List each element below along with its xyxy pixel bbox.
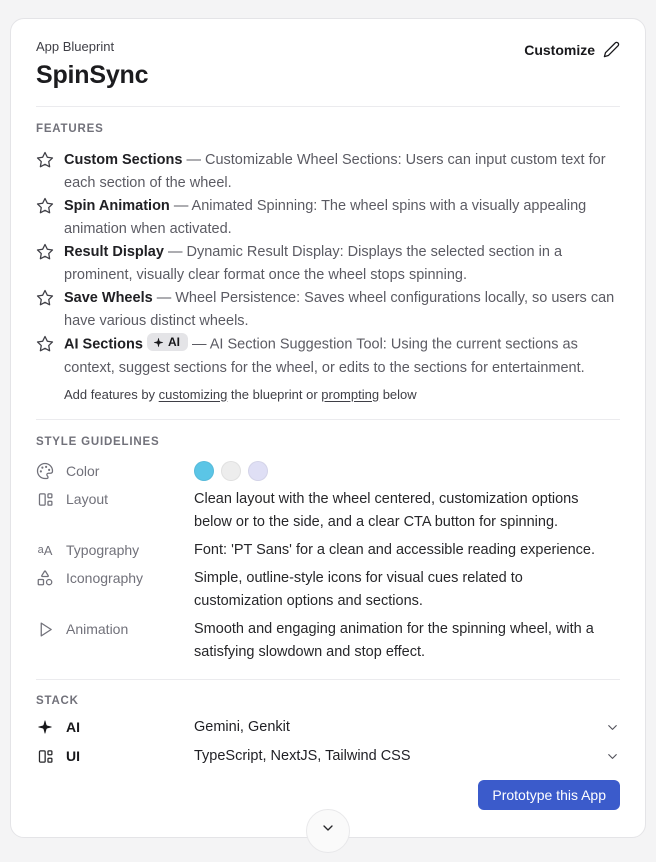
feature-item bbox=[36, 149, 620, 195]
prompting-link[interactable]: prompting bbox=[321, 386, 380, 402]
feature-item bbox=[36, 287, 620, 333]
play-icon bbox=[36, 621, 54, 638]
style-row-label: Color bbox=[66, 462, 100, 479]
style-row-typography bbox=[36, 539, 620, 562]
feature-name: Save Wheels bbox=[64, 290, 153, 306]
customizing-link[interactable]: customizing bbox=[158, 386, 228, 402]
star-icon bbox=[36, 151, 54, 195]
features-list bbox=[36, 149, 620, 403]
stack-row-label: UI bbox=[66, 747, 80, 764]
features-heading: FEATURES bbox=[36, 123, 104, 135]
style-row-value: Clean layout with the wheel centered, customization options below or to the side, and a clear CTA button for spinning. bbox=[194, 490, 579, 530]
style-row-layout bbox=[36, 488, 620, 534]
typography-icon: a A bbox=[37, 542, 53, 558]
header-titles bbox=[36, 39, 148, 90]
divider bbox=[36, 679, 620, 680]
stack-heading: STACK bbox=[36, 694, 79, 707]
customize-label: Customize bbox=[524, 41, 595, 58]
customize-button[interactable] bbox=[524, 39, 620, 60]
sparkle-icon bbox=[153, 337, 164, 348]
style-guidelines-heading: STYLE GUIDELINES bbox=[36, 435, 160, 448]
page-title: SpinSync bbox=[36, 61, 149, 89]
star-icon bbox=[36, 243, 54, 287]
stack-row-ai[interactable] bbox=[36, 716, 620, 739]
feature-item bbox=[36, 195, 620, 241]
color-swatch-2 bbox=[221, 461, 241, 481]
chevron-down-icon[interactable] bbox=[605, 749, 620, 764]
card-footer bbox=[36, 780, 620, 810]
stack-list bbox=[36, 716, 620, 768]
palette-icon bbox=[36, 462, 54, 480]
style-row-color bbox=[36, 460, 620, 483]
color-swatch-3 bbox=[248, 461, 268, 481]
note-text: Add features by bbox=[64, 386, 159, 402]
sparkle-icon bbox=[36, 719, 54, 735]
layout-icon bbox=[36, 748, 54, 765]
chevron-down-icon[interactable] bbox=[605, 720, 620, 735]
scroll-down-button[interactable] bbox=[306, 809, 350, 853]
stack-row-value: TypeScript, NextJS, Tailwind CSS bbox=[194, 747, 411, 764]
style-row-value: Font: 'PT Sans' for a clean and accessible reading experience. bbox=[194, 541, 596, 558]
feature-name: AI Sections bbox=[64, 336, 143, 353]
note-text: below bbox=[379, 386, 417, 402]
feature-item bbox=[36, 241, 620, 287]
feature-item bbox=[36, 333, 620, 380]
divider bbox=[36, 106, 620, 107]
feature-description: — Dynamic Result Display: Displays the selected section in a prominent, visually clear format once the wheel stops spinning. bbox=[64, 244, 563, 283]
stack-row-label: AI bbox=[66, 718, 80, 735]
feature-name: Custom Sections bbox=[64, 152, 183, 168]
card-header bbox=[36, 39, 620, 90]
feature-description: — Animated Spinning: The wheel spins with a visually appealing animation when activated. bbox=[64, 198, 587, 237]
style-row-value: Simple, outline-style icons for visual cues related to customization options and sections. bbox=[194, 569, 523, 609]
stack-row-ui[interactable] bbox=[36, 745, 620, 768]
star-icon bbox=[36, 289, 54, 333]
style-row-label: Layout bbox=[66, 490, 109, 507]
style-row-animation bbox=[36, 618, 620, 664]
ai-badge bbox=[147, 333, 188, 351]
style-row-iconography bbox=[36, 567, 620, 613]
ai-badge-label: AI bbox=[168, 335, 180, 349]
star-icon bbox=[36, 335, 54, 380]
note-text: the blueprint or bbox=[227, 386, 322, 402]
app-blueprint-card bbox=[10, 18, 646, 838]
color-swatches bbox=[194, 460, 600, 483]
color-swatch-1 bbox=[194, 461, 214, 481]
feature-description: — AI Section Suggestion Tool: Using the current sections as context, suggest sections for the wheel, or edits to the sections for entertainment. bbox=[64, 336, 585, 376]
add-features-note bbox=[64, 386, 620, 403]
style-row-label: Typography bbox=[66, 541, 140, 558]
divider bbox=[36, 419, 620, 420]
style-row-label: Animation bbox=[66, 620, 129, 637]
style-row-label: Iconography bbox=[66, 569, 144, 586]
feature-description: — Wheel Persistence: Saves wheel configurations locally, so users can have various distinct wheels. bbox=[64, 290, 615, 329]
eyebrow-label: App Blueprint bbox=[36, 39, 115, 54]
feature-description: — Customizable Wheel Sections: Users can input custom text for each section of the wheel. bbox=[64, 152, 606, 191]
feature-name: Spin Animation bbox=[64, 198, 170, 214]
feature-name: Result Display bbox=[64, 244, 164, 260]
style-row-value: Smooth and engaging animation for the spinning wheel, with a satisfying slowdown and stop effect. bbox=[194, 620, 594, 660]
pencil-icon bbox=[603, 41, 620, 58]
star-icon bbox=[36, 197, 54, 241]
prototype-this-app-button[interactable]: Prototype this App bbox=[478, 780, 620, 810]
stack-row-value: Gemini, Genkit bbox=[194, 718, 290, 735]
style-guidelines-list bbox=[36, 460, 620, 664]
layout-icon bbox=[36, 491, 54, 508]
chevron-down-icon bbox=[320, 820, 336, 836]
shapes-icon bbox=[36, 569, 54, 587]
